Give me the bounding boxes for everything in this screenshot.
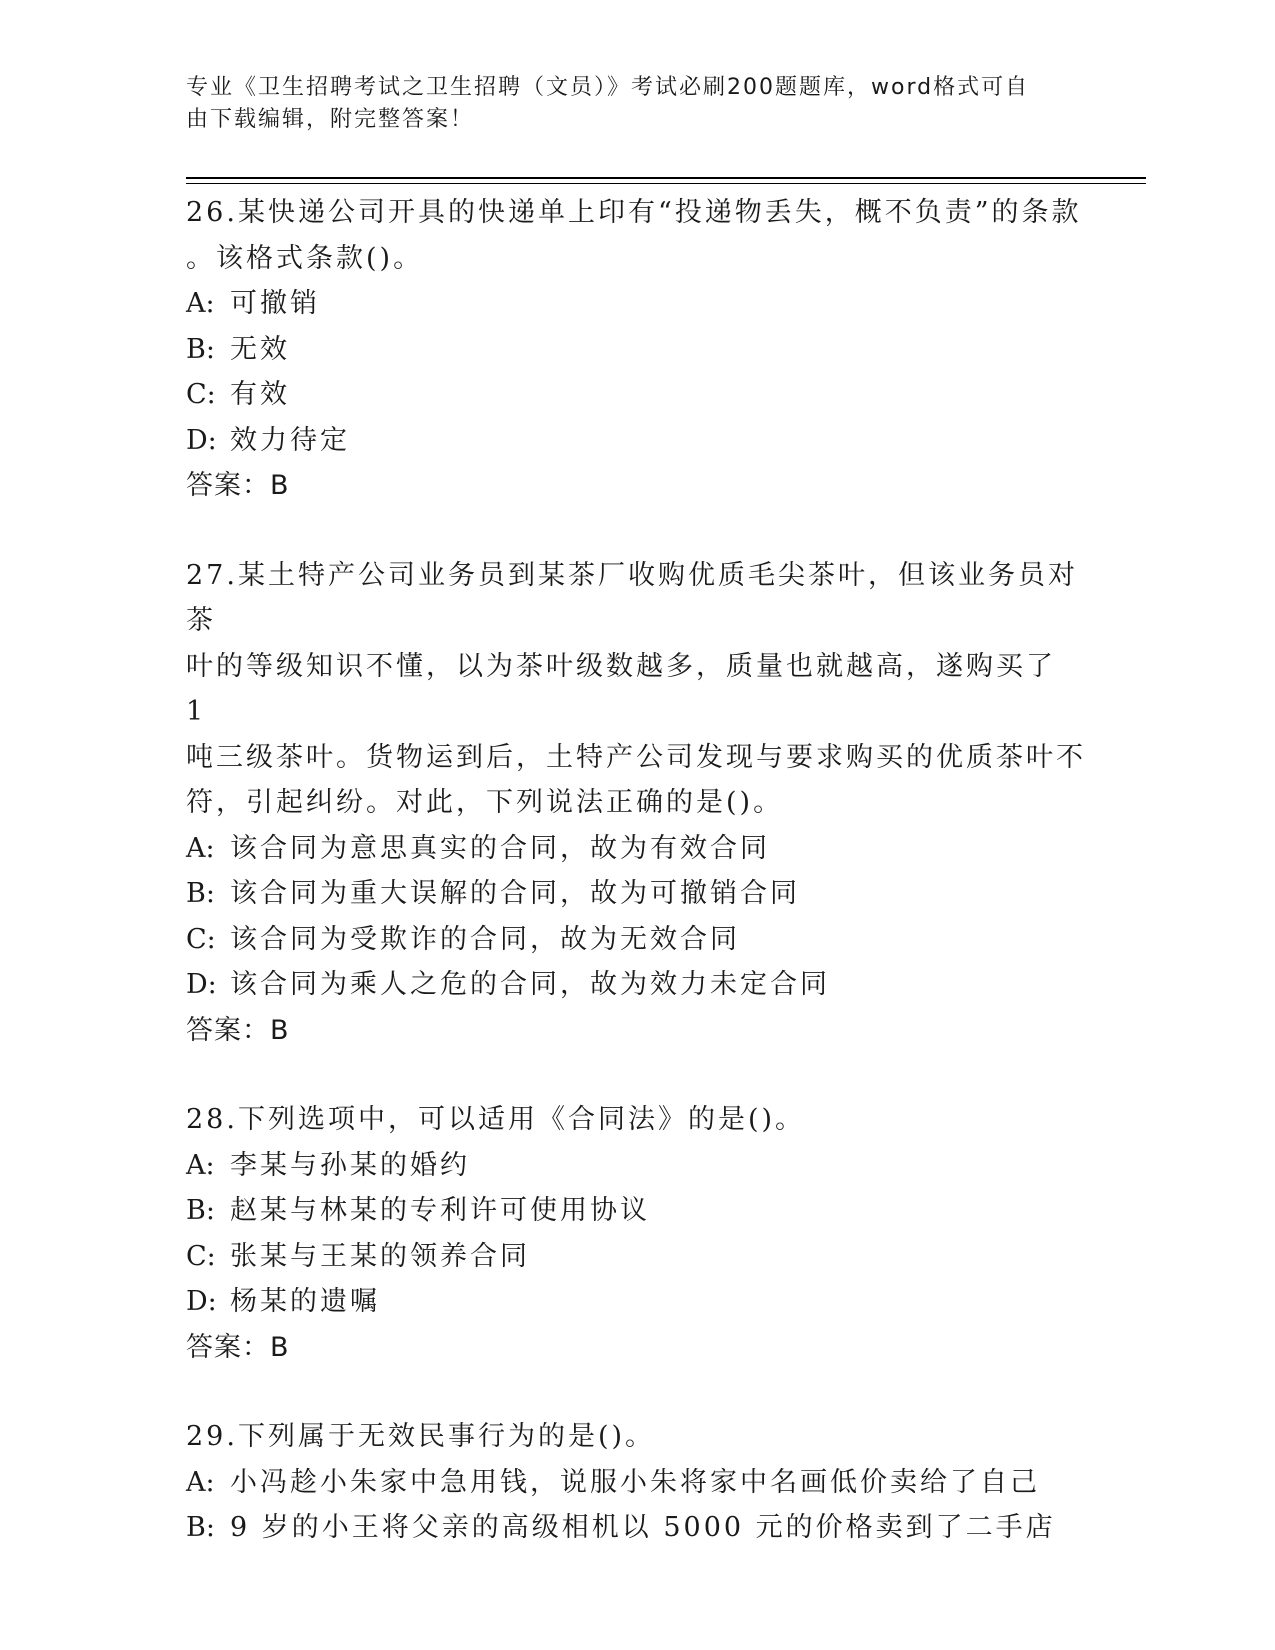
- option-text: 该合同为意思真实的合同，故为有效合同: [230, 832, 770, 864]
- question-stem-line: 符，引起纠纷。对此，下列说法正确的是()。: [186, 787, 784, 818]
- question-stem-line: 28.下列选项中，可以适用《合同法》的是()。: [186, 1104, 806, 1135]
- option-text: 李某与孙某的婚约: [230, 1149, 470, 1181]
- question-26: [186, 190, 1086, 509]
- option-b: [186, 1188, 1086, 1234]
- question-stem-line: 叶的等级知识不懂，以为茶叶级数越多，质量也就越高，遂购买了 1: [186, 650, 1056, 727]
- option-a: [186, 826, 1086, 872]
- header-line-1: 专业《卫生招聘考试之卫生招聘（文员）》考试必刷200题题库，word格式可自: [186, 75, 1030, 100]
- answer-line: 答案：B: [186, 470, 290, 501]
- option-b: [186, 871, 1086, 917]
- option-letter: C:: [186, 923, 216, 955]
- question-28: [186, 1097, 1086, 1370]
- option-letter: A:: [186, 832, 215, 864]
- option-letter: A:: [186, 288, 215, 319]
- option-c: [186, 1234, 1086, 1280]
- option-letter: D:: [186, 969, 217, 1000]
- question-27: [186, 553, 1086, 1054]
- option-letter: C:: [186, 379, 216, 410]
- option-text: 有效: [230, 379, 290, 410]
- question-stem: [186, 1097, 1086, 1143]
- option-d: [186, 1279, 1086, 1325]
- option-text: 效力待定: [230, 424, 350, 456]
- option-letter: B:: [186, 1512, 215, 1543]
- option-letter: B:: [186, 878, 215, 909]
- question-stem-line: 。该格式条款()。: [186, 242, 424, 274]
- header-divider-thick: [186, 177, 1146, 179]
- option-a: [186, 281, 1086, 327]
- header-divider-thin: [186, 183, 1146, 184]
- option-text: 可撤销: [230, 288, 320, 319]
- option-letter: D:: [186, 1286, 217, 1317]
- option-text: 该合同为乘人之危的合同，故为效力未定合同: [230, 969, 830, 1000]
- option-a: [186, 1460, 1086, 1506]
- question-stem-line: 27.某土特产公司业务员到某茶厂收购优质毛尖茶叶，但该业务员对茶: [186, 559, 1078, 636]
- option-letter: A:: [186, 1149, 215, 1181]
- option-letter: B:: [186, 1195, 215, 1226]
- option-text: 该合同为重大误解的合同，故为可撤销合同: [230, 878, 800, 909]
- option-b: [186, 327, 1086, 373]
- question-stem-line: 吨三级茶叶。货物运到后，土特产公司发现与要求购买的优质茶叶不: [186, 741, 1086, 773]
- option-text: 9 岁的小王将父亲的高级相机以 5000 元的价格卖到了二手店: [230, 1512, 1056, 1543]
- option-text: 该合同为受欺诈的合同，故为无效合同: [230, 923, 740, 955]
- question-stem: [186, 1414, 1086, 1460]
- option-d: [186, 418, 1086, 464]
- option-text: 小冯趁小朱家中急用钱，说服小朱将家中名画低价卖给了自己: [230, 1466, 1040, 1498]
- option-letter: A:: [186, 1466, 215, 1498]
- answer-line: 答案：B: [186, 1331, 290, 1363]
- option-text: 张某与王某的领养合同: [230, 1240, 530, 1272]
- option-text: 杨某的遗嘱: [230, 1286, 380, 1317]
- option-letter: D:: [186, 424, 217, 456]
- option-b: [186, 1505, 1086, 1551]
- header-line-2: 由下载编辑，附完整答案！: [186, 107, 475, 132]
- option-a: [186, 1143, 1086, 1189]
- question-stem: [186, 190, 1086, 281]
- question-stem-line: 29.下列属于无效民事行为的是()。: [186, 1421, 656, 1452]
- option-d: [186, 962, 1086, 1008]
- question-stem: [186, 553, 1086, 826]
- option-c: [186, 372, 1086, 418]
- option-text: 无效: [230, 333, 290, 365]
- option-letter: C:: [186, 1240, 216, 1272]
- option-letter: B:: [186, 333, 215, 365]
- document-header: [186, 72, 1066, 136]
- question-stem-line: 26.某快递公司开具的快递单上印有“投递物丢失，概不负责”的条款: [186, 197, 1082, 228]
- question-29: [186, 1414, 1086, 1551]
- option-c: [186, 917, 1086, 963]
- answer-line: 答案：B: [186, 1014, 290, 1046]
- option-text: 赵某与林某的专利许可使用协议: [230, 1195, 650, 1226]
- question-list: [186, 190, 1086, 1595]
